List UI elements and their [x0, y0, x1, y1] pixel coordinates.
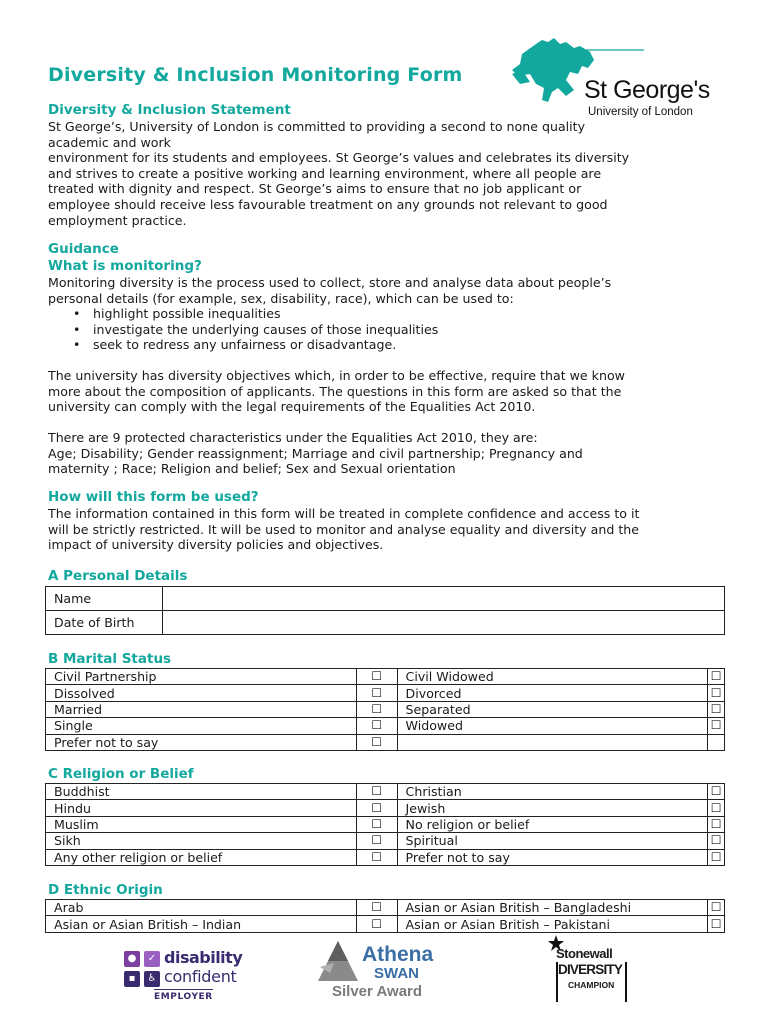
logo-name: St George's	[584, 76, 710, 104]
accessibility-icon: ♿	[144, 971, 160, 987]
checkbox[interactable]: ☐	[356, 685, 397, 701]
checkbox[interactable]: ☐	[708, 849, 725, 865]
checkbox[interactable]: ☐	[356, 800, 397, 816]
table-row	[46, 833, 725, 849]
checkbox[interactable]: ☐	[356, 734, 397, 750]
option-label: Buddhist	[46, 784, 357, 800]
table-row	[46, 701, 725, 717]
checkbox[interactable]: ☐	[356, 784, 397, 800]
list-item: • investigate the underlying causes of those inequalities	[48, 322, 438, 338]
option-label: Prefer not to say	[46, 734, 357, 750]
table-row	[46, 718, 725, 734]
characteristics-text: There are 9 protected characteristics under the Equalities Act 2010, they are: Age; Disability; Gender reassignment; Marriage and civil partnership; Pregnancy and maternity ; Race; Religion and belief; Sex and Sexual orientation	[48, 430, 583, 477]
option-label: Arab	[46, 900, 357, 916]
ethnic-heading: D Ethnic Origin	[48, 882, 163, 898]
employer-text: EMPLOYER	[154, 989, 213, 1002]
checkbox[interactable]: ☐	[708, 685, 725, 701]
page-title: Diversity & Inclusion Monitoring Form	[48, 64, 463, 86]
checkbox[interactable]: ☐	[708, 916, 725, 932]
monitoring-bullets	[48, 306, 438, 353]
table-row	[46, 916, 725, 932]
option-label: No religion or belief	[397, 816, 708, 832]
option-label: Any other religion or belief	[46, 849, 357, 865]
option-label: Spiritual	[397, 833, 708, 849]
people-icon: ●	[124, 951, 140, 967]
option-label: Divorced	[397, 685, 708, 701]
st-georges-logo	[508, 30, 728, 125]
lock-icon: ▪	[124, 971, 140, 987]
disability-text: disability	[164, 948, 243, 967]
name-field[interactable]	[163, 587, 725, 611]
option-label: Widowed	[397, 718, 708, 734]
disability-confident-logo	[120, 945, 243, 1003]
personal-details-heading: A Personal Details	[48, 568, 188, 584]
confident-text: confident	[164, 967, 237, 986]
personal-details-table	[45, 586, 725, 635]
table-row	[46, 734, 725, 750]
option-label: Asian or Asian British – Pakistani	[397, 916, 708, 932]
empty-cell	[708, 734, 725, 750]
table-row	[46, 800, 725, 816]
stonewall-logo	[546, 935, 636, 1005]
table-row	[46, 849, 725, 865]
table-row	[46, 685, 725, 701]
divider	[625, 962, 627, 1002]
athena-swan-icon	[310, 937, 370, 987]
guidance-heading: Guidance	[48, 241, 119, 257]
silver-award-text: Silver Award	[332, 983, 423, 1000]
diversity-text: DIVERSITY	[558, 962, 623, 977]
checkbox[interactable]: ☐	[708, 669, 725, 685]
list-item: • seek to redress any unfairness or disadvantage.	[48, 337, 438, 353]
checkbox[interactable]: ☐	[708, 784, 725, 800]
checkbox[interactable]: ☐	[356, 669, 397, 685]
checkbox[interactable]: ☐	[356, 816, 397, 832]
checkbox[interactable]: ☐	[708, 800, 725, 816]
table-row	[46, 669, 725, 685]
checkbox[interactable]: ☐	[708, 718, 725, 734]
empty-cell	[397, 734, 708, 750]
table-row	[46, 611, 725, 635]
checkbox[interactable]: ☐	[356, 701, 397, 717]
list-item: • highlight possible inequalities	[48, 306, 438, 322]
checkbox[interactable]: ☐	[356, 718, 397, 734]
ethnic-table	[45, 899, 725, 933]
checkbox[interactable]: ☐	[708, 816, 725, 832]
objectives-text: The university has diversity objectives which, in order to be effective, require that we know more about the composition of applicants. The questions in this form are asked so that the university can comply with the legal requirements of the Equalities Act 2010.	[48, 368, 625, 415]
table-row	[46, 784, 725, 800]
option-label: Jewish	[397, 800, 708, 816]
usage-heading: How will this form be used?	[48, 489, 259, 505]
option-label: Hindu	[46, 800, 357, 816]
checkbox[interactable]: ☐	[708, 900, 725, 916]
usage-text: The information contained in this form will be treated in complete confidence and access to it will be strictly restricted. It will be used to monitor and analyse equality and diversity and the impact of university diversity policies and objectives.	[48, 506, 640, 553]
statement-text: St George’s, University of London is committed to providing a second to none quality academic and work environment for its students and employees. St George’s values and celebrates its diversity and strives to create a positive working and learning environment, where all people are treated with dignity and respect. St George’s aims to ensure that no job applicant or employee should receive less favourable treatment on any grounds not relevant to good employment practice.	[48, 119, 630, 228]
option-label: Christian	[397, 784, 708, 800]
checkbox[interactable]: ☐	[356, 849, 397, 865]
athena-text: Athena	[362, 943, 434, 966]
table-row	[46, 587, 725, 611]
checkbox[interactable]: ☐	[356, 900, 397, 916]
monitoring-text: Monitoring diversity is the process used to collect, store and analyse data about people’s personal details (for example, sex, disability, race), which can be used to:	[48, 275, 612, 306]
option-label: Single	[46, 718, 357, 734]
checkbox[interactable]: ☐	[356, 833, 397, 849]
checkbox[interactable]: ☐	[708, 833, 725, 849]
stonewall-text: Stonewall	[556, 946, 613, 961]
monitoring-heading: What is monitoring?	[48, 258, 202, 274]
option-label: Civil Widowed	[397, 669, 708, 685]
option-label: Dissolved	[46, 685, 357, 701]
swan-text: SWAN	[374, 965, 419, 982]
champion-text: CHAMPION	[568, 980, 615, 990]
statement-heading: Diversity & Inclusion Statement	[48, 102, 291, 118]
athena-swan-logo	[310, 935, 445, 1005]
option-label: Asian or Asian British – Indian	[46, 916, 357, 932]
logo-subtitle: University of London	[588, 106, 693, 118]
dob-field[interactable]	[163, 611, 725, 635]
option-label: Civil Partnership	[46, 669, 357, 685]
option-label: Prefer not to say	[397, 849, 708, 865]
option-label: Sikh	[46, 833, 357, 849]
checkbox[interactable]: ☐	[708, 701, 725, 717]
table-row	[46, 816, 725, 832]
option-label: Married	[46, 701, 357, 717]
checkbox[interactable]: ☐	[356, 916, 397, 932]
table-row	[46, 900, 725, 916]
religion-table	[45, 783, 725, 866]
option-label: Asian or Asian British – Bangladeshi	[397, 900, 708, 916]
marital-table	[45, 668, 725, 751]
option-label: Muslim	[46, 816, 357, 832]
check-icon: ✓	[144, 951, 160, 967]
name-label: Name	[46, 587, 163, 611]
dob-label: Date of Birth	[46, 611, 163, 635]
religion-heading: C Religion or Belief	[48, 766, 194, 782]
option-label: Separated	[397, 701, 708, 717]
marital-heading: B Marital Status	[48, 651, 172, 667]
